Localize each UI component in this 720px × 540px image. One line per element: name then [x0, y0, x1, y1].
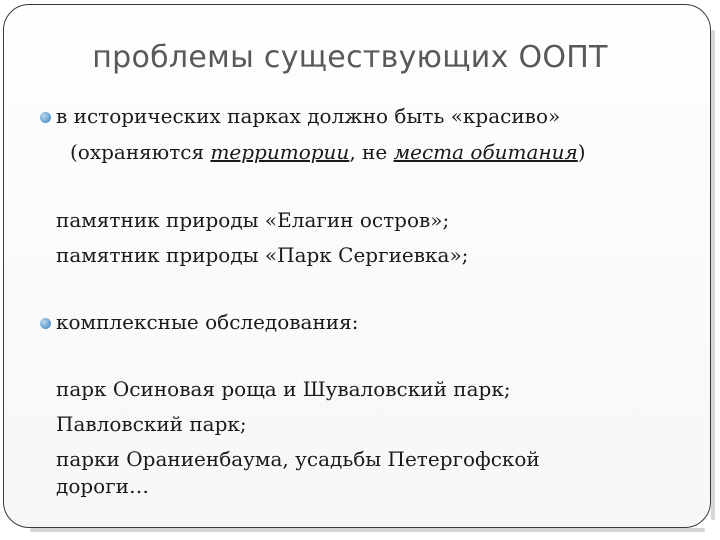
- subline-territories: территории: [210, 140, 350, 164]
- list-item: памятник природы «Елагин остров»;: [56, 208, 450, 232]
- bullet-text-historic-parks: в исторических парках должно быть «красиво»: [56, 104, 561, 128]
- list-item: парки Ораниенбаума, усадьбы Петергофской: [56, 447, 540, 471]
- bullet-icon: [40, 112, 51, 123]
- subline-close: ): [577, 140, 586, 164]
- subline-open: (охраняются: [70, 140, 211, 164]
- list-item: парк Осиновая роща и Шуваловский парк;: [56, 377, 511, 401]
- bullet-icon: [40, 318, 51, 329]
- frame-shadow-right: [711, 30, 715, 520]
- list-item: памятник природы «Парк Сергиевка»;: [56, 243, 469, 267]
- frame-shadow-bottom: [30, 528, 705, 532]
- list-item: Павловский парк;: [56, 412, 247, 436]
- bullet-text-surveys: комплексные обследования:: [56, 310, 359, 334]
- list-item: дороги…: [56, 474, 150, 498]
- subline-mid: , не: [349, 140, 394, 164]
- bullet-subline: [70, 140, 586, 164]
- slide-title: проблемы существующих ООПТ: [92, 40, 608, 75]
- subline-habitats: места обитания: [393, 140, 578, 164]
